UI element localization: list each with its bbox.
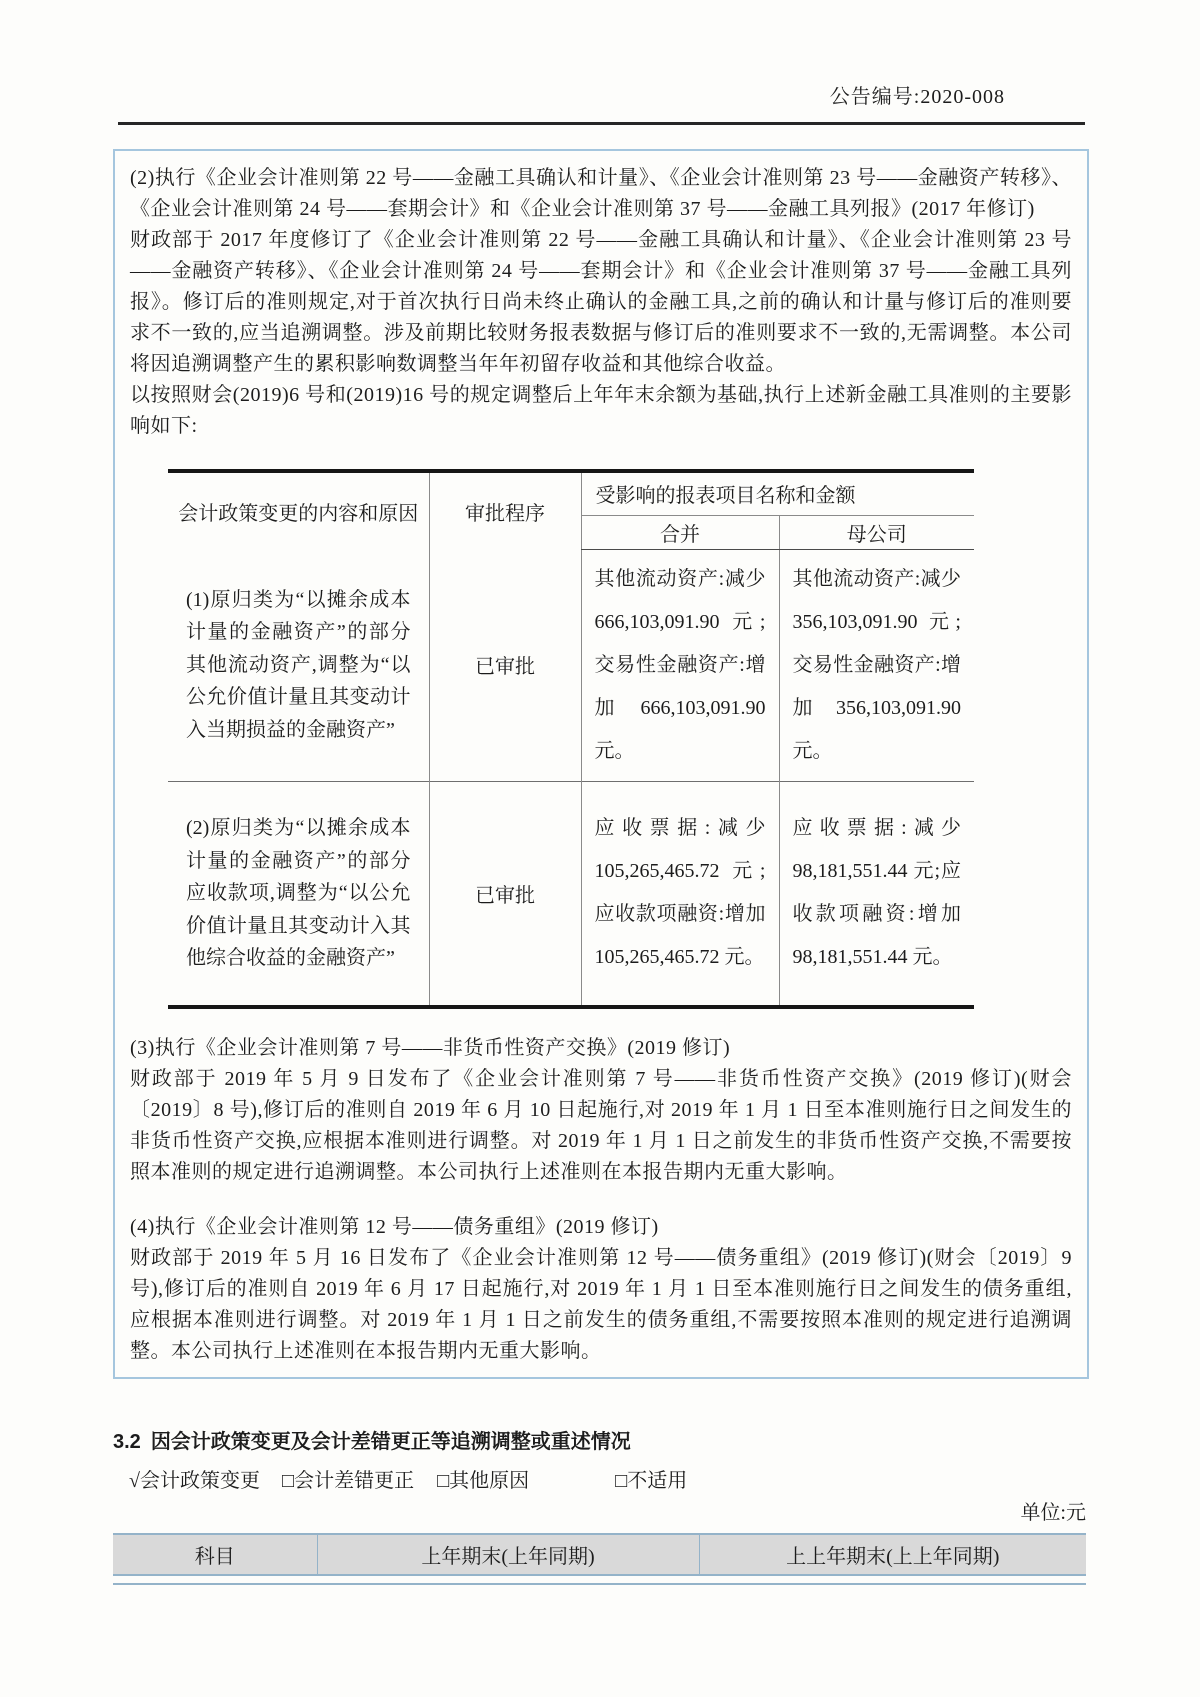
section-3-2-heading [113, 1425, 1105, 1454]
checked-mark-icon: √ [129, 1470, 140, 1492]
notice-number: 公告编号:2020-008 [829, 86, 1005, 108]
column-header-subject: 科目 [113, 1534, 317, 1575]
table-row [168, 549, 974, 781]
consolidated-impact-cell: 应收票据:减少 105,265,465.72 元;应收款项融资:增加 105,265,465.72 元。 [581, 781, 779, 1007]
column-header-change-content: 会计政策变更的内容和原因 [178, 502, 419, 525]
parent-impact-cell: 其他流动资产:减少 356,103,091.90 元;交易性金融资产:增加 356,103,091.90 元。 [779, 549, 974, 781]
option-accounting-error-correction [282, 1464, 414, 1493]
checkbox-icon: □ [281, 1470, 295, 1492]
column-header-parent-company: 母公司 [779, 515, 974, 549]
consolidated-impact-cell: 其他流动资产:减少 666,103,091.90 元;交易性金融资产:增加 666,103,091.90 元。 [581, 549, 779, 781]
option-label: 不适用 [627, 1470, 688, 1492]
policy-impact-table [168, 469, 974, 1009]
section-number: 3.2 [113, 1431, 141, 1453]
next-row-top-border [113, 1583, 1086, 1585]
paragraph-standard22-body: 财政部于 2017 年度修订了《企业会计准则第 22 号——金融工具确认和计量》、《企业会计准则第 23 号——金融资产转移》、《企业会计准则第 24 号——套期会计》和《企业会计准则第 37 号——金融工具列报》。修订后的准则规定,对于首次执行日尚未终止确认的金融工具,之前的确认和计量与修订后的准则要求不一致的,应当追溯调整。涉及前期比较财务报表数据与修订后的准则要求不一致的,无需调整。本公司将因追溯调整产生的累积影响数调整当年年初留存收益和其他综合收益。 [130, 229, 1072, 375]
option-not-applicable [615, 1464, 687, 1493]
parent-impact-cell: 应收票据:减少 98,181,551.44 元;应收款项融资:增加 98,181,551.44 元。 [779, 781, 974, 1007]
paragraph-standard12-title: (4)执行《企业会计准则第 12 号——债务重组》(2019 修订) [130, 1216, 659, 1238]
column-header-approval-procedure: 审批程序 [429, 471, 581, 549]
change-content-cell: (2)原归类为“以摊余成本计量的金融资产”的部分应收款项,调整为“以公允价值计量且其变动计入其他综合收益的金融资产” [168, 781, 429, 1007]
column-header-affected-items: 受影响的报表项目名称和金额 [581, 471, 974, 515]
column-header-consolidated: 合并 [581, 515, 779, 549]
checkbox-icon: □ [437, 1470, 450, 1492]
change-content-cell: (1)原归类为“以摊余成本计量的金融资产”的部分其他流动资产,调整为“以公允价值计量且其变动计入当期损益的金融资产” [186, 588, 411, 741]
accounting-policy-box [113, 149, 1089, 1379]
unit-label: 单位:元 [1020, 1502, 1086, 1524]
restatement-table-header-row [113, 1534, 1086, 1575]
header-rule [118, 122, 1085, 125]
paragraph-adjustment-basis: 以按照财会(2019)6 号和(2019)16 号的规定调整后上年年末余额为基础,执行上述新金融工具准则的主要影响如下: [130, 384, 1072, 437]
impact-table-header-row [168, 471, 974, 515]
reason-options-row [129, 1464, 1200, 1493]
option-label: 其他原因 [449, 1470, 530, 1492]
section-title: 因会计政策变更及会计差错更正等追溯调整或重述情况 [150, 1431, 631, 1453]
option-label: 会计政策变更 [139, 1470, 260, 1492]
option-label: 会计差错更正 [294, 1470, 415, 1492]
paragraph-standard7-title: (3)执行《企业会计准则第 7 号——非货币性资产交换》(2019 修订) [130, 1037, 731, 1059]
paragraph-standard22-title: (2)执行《企业会计准则第 22 号——金融工具确认和计量》、《企业会计准则第 23 号——金融资产转移》、《企业会计准则第 24 号——套期会计》和《企业会计准则第 37 号——金融工具列报》(2017 年修订) [130, 167, 1072, 220]
column-header-prior-prior-year-end: 上上年期末(上上年同期) [699, 1534, 1086, 1575]
checkbox-icon: □ [615, 1470, 628, 1492]
table-row [168, 781, 974, 1007]
column-header-prior-year-end: 上年期末(上年同期) [317, 1534, 699, 1575]
approval-cell: 已审批 [429, 781, 581, 1007]
option-accounting-policy-change [129, 1464, 260, 1493]
approval-cell: 已审批 [429, 549, 581, 781]
paragraph-standard12-body: 财政部于 2019 年 5 月 16 日发布了《企业会计准则第 12 号——债务重组》(2019 修订)(财会〔2019〕9 号),修订后的准则自 2019 年 6 月 17 日起施行,对 2019 年 1 月 1 日至本准则施行日之间发生的债务重组,应根据本准则进行调整。对 2019 年 1 月 1 日之前发生的债务重组,不需要按照本准则的规定进行追溯调整。本公司执行上述准则在本报告期内无重大影响。 [130, 1247, 1072, 1362]
paragraph-standard7-body: 财政部于 2019 年 5 月 9 日发布了《企业会计准则第 7 号——非货币性资产交换》(2019 修订)(财会〔2019〕8 号),修订后的准则自 2019 年 6 月 10 日起施行,对 2019 年 1 月 1 日至本准则施行日之间发生的非货币性资产交换,应根据本准则进行调整。对 2019 年 1 月 1 日之前发生的非货币性资产交换,不需要按照本准则的规定进行追溯调整。本公司执行上述准则在本报告期内无重大影响。 [130, 1068, 1072, 1183]
restatement-table [113, 1533, 1086, 1576]
option-other-reason [437, 1464, 529, 1493]
